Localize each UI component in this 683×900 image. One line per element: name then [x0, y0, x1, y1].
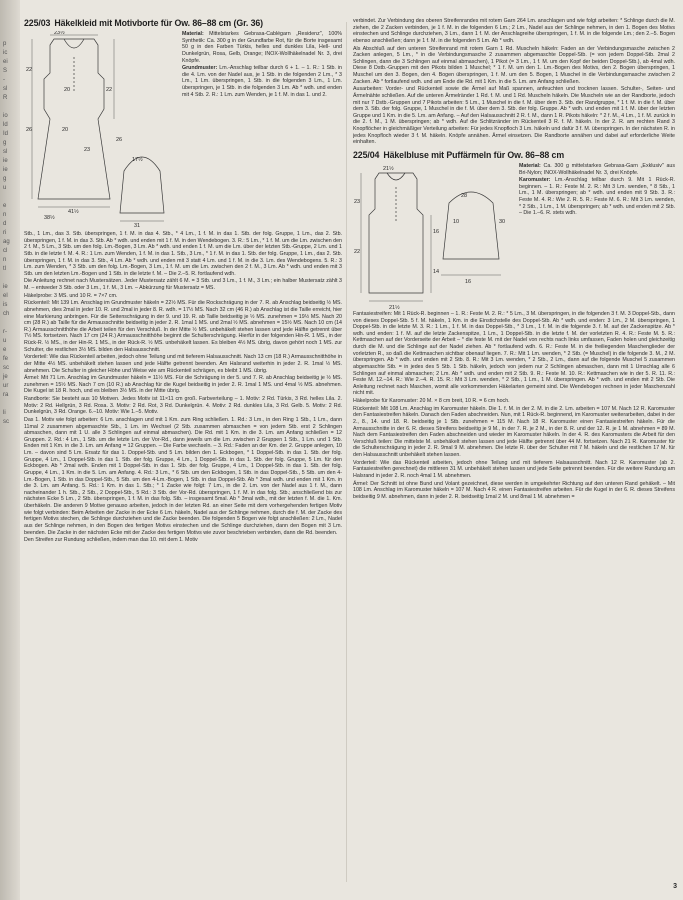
edge-fragment: is — [3, 302, 8, 308]
edge-fragment: ie — [3, 158, 8, 164]
edge-fragment: n — [3, 257, 7, 263]
schematic-measure: 22 — [354, 248, 361, 255]
edge-fragment: sl — [3, 86, 8, 92]
material-block — [182, 31, 342, 64]
body-paragraph: Stb., 1 Lm., das 3. Stb. überspringen, 1 f. M. in das 4. Stb., * 4 Lm., 1 f. M. in das 1. Stb. der folg. Gruppe, 1 Lm., das 2. Stb. überspringen, 1 f. M. in das 3. Stb. Ab * wdh. und enden mit 1 f. M. in den Wendebogen. 3. R.: 5 Lm., * 1 f. M. um die Lm. zwischen den 2 f. M., 5 Lm., 3 Stb. um den folg. Lm.-Bogen, 3 Lm. Ab * wdh. und enden 1 f. M. um die Lm. über der letzten Stb.-Gruppe, 2 Lm. und 1 Stb. in die letzte f. M. 4. R.: 1 Lm. zum Wenden, 1 f. M. in das 1. Stb., 3 Lm., * 1 f. M. in das 1. Stb. der folg. Gruppe, 1 Lm., das 2. Stb. überspringen, 1 f. M. in das 3. Stb., 4 Lm. Ab * wdh. und enden mit 3 statt 4 Lm. und 1 f. M. in die 3. Lm. des Wendebogens. 5. R.: 3 Lm. zum Wenden, * 3 Stb. um den folg. Lm.-Bogen, 3 Lm., 1 f. M. um die Lm. zwischen den 2 f. M., 3 Lm. Ab * wdh. und enden mit 3 Stb. um den letzten Lm.-Bogen und 1 Stb. in die letzte f. M. – Die 2.–5. R. fortlaufend wdh. — [24, 231, 342, 277]
schematic-measure: 23½ — [54, 31, 65, 36]
pattern-heading-225-04 — [353, 150, 675, 161]
schematic-measure: 41½ — [68, 209, 79, 215]
edge-fragment: ld — [3, 122, 8, 128]
edge-fragment: ie — [3, 167, 8, 173]
grundmuster-block — [182, 65, 342, 98]
column-divider — [346, 22, 347, 882]
edge-fragment: el — [3, 293, 8, 299]
edge-fragment — [0, 103, 20, 112]
edge-fragment: e — [3, 347, 7, 353]
body-paragraph: Vorderteil: Wie das Rückenteil arbeiten, jedoch ohne Teilung und mit tieferem Halsausschnitt. Nach 12 R. Karomuster (ab 2. Fantasiestreifen gerechnet) die mittleren 31 M. unbehäkelt stehen lassen und jede Seite getrennt beenden. Für die weitere Rundung am Halsrand in jeder 2. R. noch 4mal 1 M. abnehmen. — [353, 459, 675, 479]
body-paragraph: Das 1. Motiv wie folgt arbeiten: 6 Lm. anschlagen und mit 1 Km. zum Ring schließen. 1. Rd.: 3 Lm., in den Ring 1 Stb., 1 Lm., dann 11mal 2 zusammen abgemaschte Stb., 1 Lm. im Wechsel (2 Stb. zusammen abmaschen = von jedem Stb. erst 2 Schlingen abmaschen, dann mit 1 U. alle 3 Schlingen auf einmal abmaschen). Die Rd. mit 1 Km. in die 3. Lm. am Anfang schließen = 12 Gruppen. 2. Rd.: 4 Lm., 1 Stb. um die letzte Lm. der Vor-Rd., dann jeweils um die Lm. zwischen 2 Gruppen 1 Stb., 1 Lm. und 1 Stb. Enden mit 1 Km. in die 3. Lm. am Anfang = 12 Gruppen. – Die Farbe wechseln. – 3. Rd.: Faden an der Km. der 2. Gruppe anlegen, 10 Lm. – davon sind 5 Lm. Ersatz für das 1. Doppel-Stb. und 5 Lm. bilden den 1. Eckbogen, * 1 Doppel-Stb. in das 1. Stb. der folg. Gruppe, 4 Lm., 1 Doppel-Stb. in das 1. Stb. der folg. Gruppe, 4 Lm., 1 Doppel-Stb. in das 1. Stb. der folg. Gruppe, 5 Lm. für den Eckbogen. Ab * 2mal wdh. Enden mit 1 Doppel-Stb. in das 1. Stb. der folg. Gruppe, 4 Lm., 1 Doppel-Stb. in das 1. Stb. der folg. Gruppe, 4 Lm., 1 Km. in die 5. Lm. am Anfang. 4. Rd.: 3 Lm., * 6 Stb. um den Eckbogen, 1 Stb. in das Doppel-Stb., 5 Stb. um den 4-Lm.-Bogen, 1 Stb. in das Doppel-Stb., 5 Stb. um den 4-Lm.-Bogen, 1 Stb. in das Doppel-Stb. Ab * 3mal wdh. und enden mit 1 Km. in die 3. Lm. am Anfang. 5. Rd.: 1 Km. in das 1. Stb.; * 1 Zacke wie folgt: 7 Lm., in die 2. Lm. von der Nadel aus 1 f. M., dann nacheinander 1 h. Stb., 2 Stb., 2 Doppel-Stb., 5 Rd.: 3 Stb. der Vor-Rd. überspringen, 1 f. M. in das folg. Stb.; anschließend bis zur nächsten Ecke 5 Lm., 2 Stb. überspringen, 1 f. M. in das folg. Stb. – insgesamt 5mal. Ab * 3mal wdh., mit der letzten f. M. die 1. Km. überhäkeln. Die anderen 9 Motive genauso arbeiten, jedoch in der letzten Rd. an einer Seite mit dem vorhergehenden fertigen Motiv wie folgt verbinden: Beim Arbeiten der Zacke in der Ecke 6 Lm. häkeln, Nadel aus der Schlinge nehmen, durch die f. M. der Zacke des fertigen Motivs stechen, die Schlinge durchziehen und die Zacke beenden. Die folgenden 5 Bogen wie folgt anschließen: 2 Lm., Nadel aus der Schlinge nehmen, in den Bogen des fertigen Motivs einstechen und die Schlinge durchziehen, dann den Bogen mit 3 Lm. beenden. Die Zacke in der nächsten Ecke mit der Zacke des fertigen Motivs wie zuvor beschrieben verbinden, dann die Rd. beenden. — [24, 416, 342, 536]
edge-fragment: g — [3, 140, 7, 146]
edge-fragment: ch — [3, 311, 10, 317]
edge-fragment: ei — [3, 59, 8, 65]
edge-fragment — [0, 400, 20, 409]
edge-fragment: sc — [3, 365, 9, 371]
body-paragraph: Vorderteil: Wie das Rückenteil arbeiten, jedoch ohne Teilung und mit tieferem Halsausschnitt. Nach 13 cm (18 R.) Armausschnitthöhe in der Mitte 4½ MS. unbehäkelt stehen lassen und jede Hälfte getrennt beenden. Am Halsrand weiterhin in jeder 2. R. 1mal ½ MS. abnehmen. Die Schulter in gleicher Höhe und Weise wie am Rückenteil schrägen, es bleibt 1 MS. übrig. — [24, 354, 342, 374]
pattern-heading-225-03 — [24, 18, 342, 29]
right-body-text — [353, 311, 675, 501]
edge-fragment: g — [3, 176, 7, 182]
edge-fragment: n — [3, 212, 7, 218]
schematic-measure: 16 — [433, 228, 440, 235]
left-column — [24, 18, 342, 890]
body-paragraph: Rückenteil: Mit 139 Lm. Anschlag im Grundmuster häkeln = 22½ MS. Für die Rockschrägung in der 7. R. ab Anschlag beidseitig ½ MS. abnehmen, dies 2mal in jeder 10. R. und 2mal in jeder 8. R. wdh. = 17½ MS. Nach 32 cm (46 R.) ab Anschlag ist die Taille erreicht, hier eine Markierung anbringen. Für die Seitenschrägung in der 9. und 19. R. ab Taille beidseitig je ½ MS. zunehmen = 19½ MS. Nach 20 cm (28 R.) ab Taille für die Armausschnitte beidseitig in jeder 2. R. 1mal 1 MS. und 2mal ½ MS. abnehmen = 15½ MS. Nach 10 cm (14 R.) Armausschnitthöhe die Arbeit teilen für den Verschluß. In der Mitte ½ MS. unbehäkelt stehen lassen und jede Hälfte getrennt über 7½ MS. fortsetzen. Nach 17 cm (24 R.) Armausschnitthöhe beginnt die Schulterschrägung. Hierfür in der folgenden Hin-R. 1 MS., in der Rück-R. ½ MS., in der Hin-R. 1 MS., in der Rück-R. ½ MS. unbehäkelt lassen. Es bleiben 4½ MS. übrig, davon gehört noch 1 MS. zur Schulter, die restlichen 3½ MS. bilden den Halsausschnitt. — [24, 300, 342, 353]
body-paragraph: Den Streifen zur Rundung schließen, indem man das 10. mit dem 1. Motiv — [24, 537, 198, 544]
edge-fragment: Id — [3, 131, 9, 137]
edge-fragment: li — [3, 410, 6, 416]
edge-fragment: sc — [3, 419, 9, 425]
material-text: Mittelstarkes Gebrasa-Cablégarn „Residenz", 100% Synthetik: Ca. 300 g in der Grundfarbe Rot, für die Borte insgesamt 50 g in den Farben Türkis, helles und dunkles Lila, Hell- und Dunkelgrün, Rosa, Gelb, Orange; INOX-Wollhäkelnadel Nr. 3, drei Knöpfe. — [182, 31, 342, 64]
edge-fragment: d — [3, 221, 7, 227]
edge-fragment: ie — [3, 284, 8, 290]
grundmuster-label: Grundmuster: — [182, 65, 218, 72]
edge-fragment: - — [3, 77, 5, 83]
schematic-measure: 17½ — [132, 157, 143, 163]
body-paragraph: Fantasiestreifen: Mit 1 Rück-R. beginnen – 1. R.: Feste M. 2. R.: * 5 Lm., 3 M. überspringen, in die folgenden 3 f. M. 3 Doppel-Stb., dann von dieses Doppel-Stb. 5 f. M. häkeln, 1 Km. in die Einstichstelle des Doppel-Stb. Ab * wdh. und enden: 3 Lm., 2 M. überspringen, 1 Doppel-Stb. in die letzte M. 3. R.: 1 Lm., 1 f. M. in das Doppel-Stb., * 3 Lm., 1 f. M. in die folgende 3. f. M. auf der Zackenspitze. Ab * wdh. und enden: 1 f. M. auf die letzte Zackenspitze, 1 Lm., 1 Doppel-Stb. in die letzte f. M. der vorletzten R. 4. R.: Feste M. 5. R.: Kettmaschen auf der Vorderseite der Arbeit – * die feste M. mit der Nadel von rechts nach links umfassen, Faden holen und gleichzeitig durch die M. und die Schlinge auf der Nadel ziehen. Ab * fortlaufend wdh. 6. R.: Feste M. in die freiliegenden Maschenglieder der vorletzten R., so daß die Kettmaschen sichtbar obenauf liegen. 7. R.: Mit 1 Lm. wenden, * 2 Stb. (= Muschel) in die folgende 3. M., 2 M. überspringen. Ab * wdh. und enden mit 2 Stb. 8. R.: Mit 3 Lm. wenden, * 2 Stb., 2 Lm., dann auf die folgende Muschel 5 zusammen abgemaschte Stb. = in jedes des 5 Stb. 1 Stb. häkeln, jedoch von jedem nur 2 Schlingen abmaschen, dann mit 1 Umschlag alle 6 Schlingen auf einmal abmaschen; 2 Lm. Ab * wdh. und enden mit 2 Stb. 9. R.: Feste M. 10. R.: Kettmaschen wie in der 5. R. 11. R.: Feste M. 12.–14. R.: Wie 2.–4. R. 15. R.: Mit 3 Lm. wenden, * 2 Stb., 1 Lm., 1 M. überspringen. Ab * wdh. und enden mit 2 Stb. Die Anleitung rechnet nach Maschen, womit alle vorkommenden Häkelarten gemeint sind. Die Wendebogen rechnen in jeder Maschenzahl nicht mit. — [353, 310, 675, 397]
edge-fragment: ic — [3, 50, 8, 56]
schematic-measure: 31 — [134, 223, 141, 229]
binding-edge — [0, 0, 20, 900]
edge-fragment — [0, 427, 20, 436]
edge-fragment: r- — [3, 329, 7, 335]
material-text: Ca. 300 g mittelstarkes Gebrasa-Garn „Exklusiv" aus Bri-Nylon; INOX-Wollhäkelnadel Nr. 3, drei Knöpfe. — [519, 162, 675, 176]
body-paragraph: Häkelprobe: 3 MS. und 10 R. = 7×7 cm. — [24, 292, 118, 299]
schematic-measure: 20 — [64, 87, 71, 93]
blouse-schematic — [353, 163, 513, 311]
schematic-measure: 38½ — [44, 215, 55, 221]
right-column — [353, 18, 675, 890]
schematic-measure: 20 — [62, 127, 69, 133]
schematic-measure: 21½ — [383, 165, 394, 172]
schematic-measure: 10 — [453, 218, 460, 225]
edge-fragment: u — [3, 185, 7, 191]
body-paragraph: Die Anleitung rechnet nach Mustersätzen. Jeder Mustersatz zählt 6 M. = 3 Stb. und 3 Lm., 1 f. M., 3 Lm.; ein halber Mustersatz zählt 3 M. – entweder 3 Stb. oder 3 Lm., 1 f. M., 3 Lm. – Abkürzung für Mustersatz = MS. — [24, 278, 342, 291]
edge-fragment: e — [3, 203, 7, 209]
schematic-measure: 30 — [499, 218, 506, 225]
edge-fragment — [0, 436, 20, 445]
material-block — [519, 163, 675, 176]
schematic-measure: 26 — [26, 127, 33, 133]
schematic-measure: 28 — [461, 192, 468, 199]
edge-fragment: R — [3, 95, 8, 101]
pattern-title: Häkelbluse mit Puffärmeln für Ow. 86–88 cm — [383, 149, 565, 160]
page-number: 3 — [673, 883, 677, 890]
body-paragraph: Ausarbeiten: Vorder- und Rückenteil sowie die Ärmel auf Maß spannen, anfeuchten und trocknen lassen. Schulter-, Seiten- und Ärmelnähte schließen. Auf die unteren Ärmelränder 1 Rd. f. M. und 1 Rd. Muscheln häkeln. Die Muscheln wie an der Randborte, jedoch mit nur 7 Dstb.-Gruppen und 7 Pikots arbeiten: 5 Lm., 1 Muschel in die f. M. über dem 3. Stb. der Randgruppe, * 1 f. M. in die f. M. über dem 3. Stb. der folg. Gruppe, 1 Muschel in die f. M. über dem 3. Stb. der folg. Gruppe. Ab * wdh. und enden mit 1 f. M. über der letzten Gruppe und 1 Km. in die 5. Lm. am Anfang. – Auf den Halsausschnitt 2 R. f. M., dann 1 R. Pikots häkeln: * 2 f. M., 4 Lm., 1 f. M. zurück in die 2. f. M., 1 M. überspringen; ab * wdh. Auf die Schlitzränder im Rückenteil 3 R. f. M. häkeln. In der 2. R. am rechten Rand 3 Knopflöcher in gleichmäßiger Verteilung arbeiten: Für jedes Knopfloch 3 Lm. häkeln und dafür 3 f. M. überspringen. In der nächsten R. in jedes Knopfloch wieder 3 f. M. häkeln. Knöpfe annähen. Ärmel einsetzen. Die Randborte annähen und dabei auf erforderliche Weite einhalten. — [353, 86, 675, 146]
grundmuster-text: Lm.-Anschlag teilbar durch 6 + 1. – 1. R.: 1 Stb. in die 4. Lm. von der Nadel aus, je 1 Stb. in die folgenden 2 Lm., * 3 Lm., 1 Lm. überspringen, 1 Stb. in die folgenden 3 Lm., 1 Lm. überspringen, je 1 Stb. in die folgenden 3 Lm. Ab * wdh. und enden mit 4 Stb. 2. R.: 1 Lm. zum Wenden, je 1 f. M. in das 1. und 2. — [182, 65, 342, 98]
body-paragraph: Häkelprobe für Karomuster: 20 M. × 8 cm breit, 10 R. = 6 cm hoch. — [353, 398, 510, 404]
edge-fragment — [0, 319, 20, 328]
body-paragraph: verbindet. Zur Verbindung des oberen Streifenrandes mit rotem Garn 264 Lm. anschlagen und wie folgt arbeiten: * Schlinge durch die M. ziehen, die 2 Zacken verbinden, je 1 f. M. in die folgenden 6 Lm.; 2 Lm., Nadel aus der Schlinge nehmen, in den 1. Bogen des Motivs einstechen und Schlinge durchziehen, 3 Lm., dann 1 f. M. der Anschlagreihe überspringen, 1 f. M. in die folgende Lm.; den 2.–5. Bogen ebenso anschließen; dann je 1 f. M. in die folgenden 5 Lm. Ab * wdh. — [353, 18, 675, 44]
body-paragraph: Als Abschluß auf den unteren Streifenrand mit rotem Garn 1 Rd. Muscheln häkeln: Faden an der Verbindungsmasche zwischen 2 Zacken anlegen, 5 Lm., * in die Verbindungsmasche 2 zusammen abgemaschte Doppel-Stb. (= von jedem Doppel-Stb. 2mal 2 Schlingen, dann die 3 Schlingen auf einmal abmaschen), 1 Pikot (= 3 Lm., 1 f. M. um den Kopf der beiden Doppel-Stb.), ab 4mal wdh. Diese 8 Dstb.-Gruppen mit den Pikots bilden 1 Muschel; * 1 f. M. um den 1. Lm.-Bogen des Motivs, den 2. Bogen überspringen, 1 Muschel um den 3. Bogen, den 4. Bogen überspringen, 1 f. M. um den 5. Bogen, 1 Muschel in die Verbindungsmasche zwischen 2 Zacken. Ab * fortlaufend wdh. und am Ende die Rd. mit 1 Km. in die 5. Lm. am Anfang schließen. — [353, 45, 675, 85]
schematic-measure: 23 — [354, 198, 361, 205]
edge-fragment: S — [3, 68, 8, 74]
pattern-title: Häkelkleid mit Motivborte für Ow. 86–88 cm (Gr. 36) — [54, 18, 264, 28]
karomuster-block — [519, 177, 675, 217]
edge-fragment: cl — [3, 248, 8, 254]
body-paragraph: Ärmel: Mit 71 Lm. Anschlag im Grundmuster häkeln = 11½ MS. Für die Schrägung in der 5. und 7. R. ab Anschlag beidseitig je ½ MS. zunehmen = 15½ MS. Nach 7 cm (10 R.) ab Anschlag für die Kugel beidseitig in jeder 2. R. 1mal 1 MS. und 4mal ½ MS. abnehmen. Die Kugel ist 18 R. hoch, und es bleiben 3½ MS. in der Mitte übrig. — [24, 375, 342, 395]
body-paragraph: Randborte: Sie besteht aus 10 Motiven. Jedes Motiv ist 11×11 cm groß. Farbverteilung – 1. Motiv: 2 Rd. Türkis, 3 Rd. helles Lila. 2. Motiv: 2 Rd. Hellgrün, 3 Rd. Rosa. 3. Motiv: 2 Rd. Rot, 3 Rd. Dunkelgrün. 4. Motiv: 2 Rd. dunkles Lila, 3 Rd. Gelb. 5. Motiv: 2 Rd. Dunkelgrün, 3 Rd. Orange. 6.–10. Motiv: Wie 1.–5. Motiv. — [24, 396, 342, 416]
edge-fragment: ri — [3, 230, 7, 236]
schematic-measure: 26 — [116, 137, 123, 143]
schematic-measure: 21½ — [389, 304, 400, 311]
body-paragraph: Ärmel: Der Schnitt ist ohne Bund und Volant gezeichnet, diese werden in umgekehrter Richtung auf den unteren Rand gehäkelt. – Mit 108 Lm. Anschlag im Karomuster häkeln = 107 M. Nach 4 R. einen Fantasiestreifen arbeiten. Für die Kugel in der 6. R. dieses Streifens beidseitig 9 M. abnehmen, dann in jeder 2. R. beidseitig 1mal 2 M. und 8mal 1 M. abnehmen = — [353, 480, 675, 500]
edge-fragment: tl — [3, 266, 6, 272]
karomuster-text: Lm.-Anschlag teilbar durch 9. Mit 1 Rück-R. beginnen. – 1. R.: Feste M. 2. R.: Mit 3 Lm. wenden, * 8 Stb., 1 Lm., 1 M. überspringen; ab * wdh. und enden mit 9 Stb. 3. R.: Feste M. 4. R.: Wie 2. R. 5. R.: Feste M. 6. R.: Mit 3 Lm. wenden, * 2 Stb., 1 Lm., 1 M. überspringen; ab * wdh. und enden mit 2 Stb. – Die 1.–6. R. stets wdh. — [519, 177, 675, 217]
karomuster-label: Karomuster: — [519, 177, 551, 184]
edge-fragment — [0, 274, 20, 283]
right-top-text — [353, 18, 675, 146]
edge-fragment: fe — [3, 356, 9, 362]
schematic-measure: 14 — [433, 268, 440, 275]
edge-fragment: ag — [3, 239, 10, 245]
edge-fragment: u — [3, 338, 7, 344]
edge-fragment: je — [3, 374, 8, 380]
schematic-measure: 16 — [465, 278, 472, 285]
edge-fragment: sl — [3, 149, 8, 155]
edge-fragment: p — [3, 41, 7, 47]
material-label: Material: — [182, 31, 204, 37]
body-paragraph: Rückenteil: Mit 108 Lm. Anschlag im Karomuster häkeln. Die 1. f. M. in der 2. M. in die 2. Lm. arbeiten = 107 M. Nach 12 R. Karomuster den Fantasiestreifen häkeln. Danach den Faden abschneiden. Nun, mit 1 Rück-R. beginnend, im Karomuster weiterarbeiten, dabei in der 2., 8., 14. und 18. R. beidseitig je 1 Stb. zunehmen = 115 M. Nach 18 R. Karomuster einen Fantasiestreifen häkeln. Für die Armausschnitte in der 6. R. dieses Streifens beidseitig je 9 M., in der 7. R. je 2 M., in der 8. R. und der 12. R. je 1 M. abnehmen = 89 M. Nach dem Fantasiestreifen den Faden abschneiden und wieder im Karomuster häkeln. In der 4. R. des Karomusters die Arbeit für den Verschluß teilen: Die mittelste M. unbehäkelt stehen lassen und jede Hälfte getrennt über 44 M. fortsetzen. Nach 21 R. Karomuster für die Schulterschrägung in jeder 2. R. 9mal 9 M. abnehmen. Die letzte R. über der Schulter mit 7 M. häkeln und die restlichen 17 M. für den Halsausschnitt unbehäkelt stehen lassen. — [353, 405, 675, 458]
edge-fragment: ra — [3, 392, 9, 398]
dress-schematic — [24, 31, 176, 231]
edge-fragment: ur — [3, 383, 9, 389]
material-label: Material: — [519, 162, 541, 169]
left-body-text — [24, 231, 342, 544]
schematic-measure: 22 — [106, 87, 113, 93]
edge-fragment — [0, 193, 20, 202]
schematic-measure: 23 — [84, 147, 91, 153]
pattern-number: 225/04 — [353, 149, 380, 160]
schematic-measure: 22 — [26, 67, 33, 73]
pattern-number: 225/03 — [24, 18, 51, 28]
edge-fragment: io — [3, 113, 8, 119]
